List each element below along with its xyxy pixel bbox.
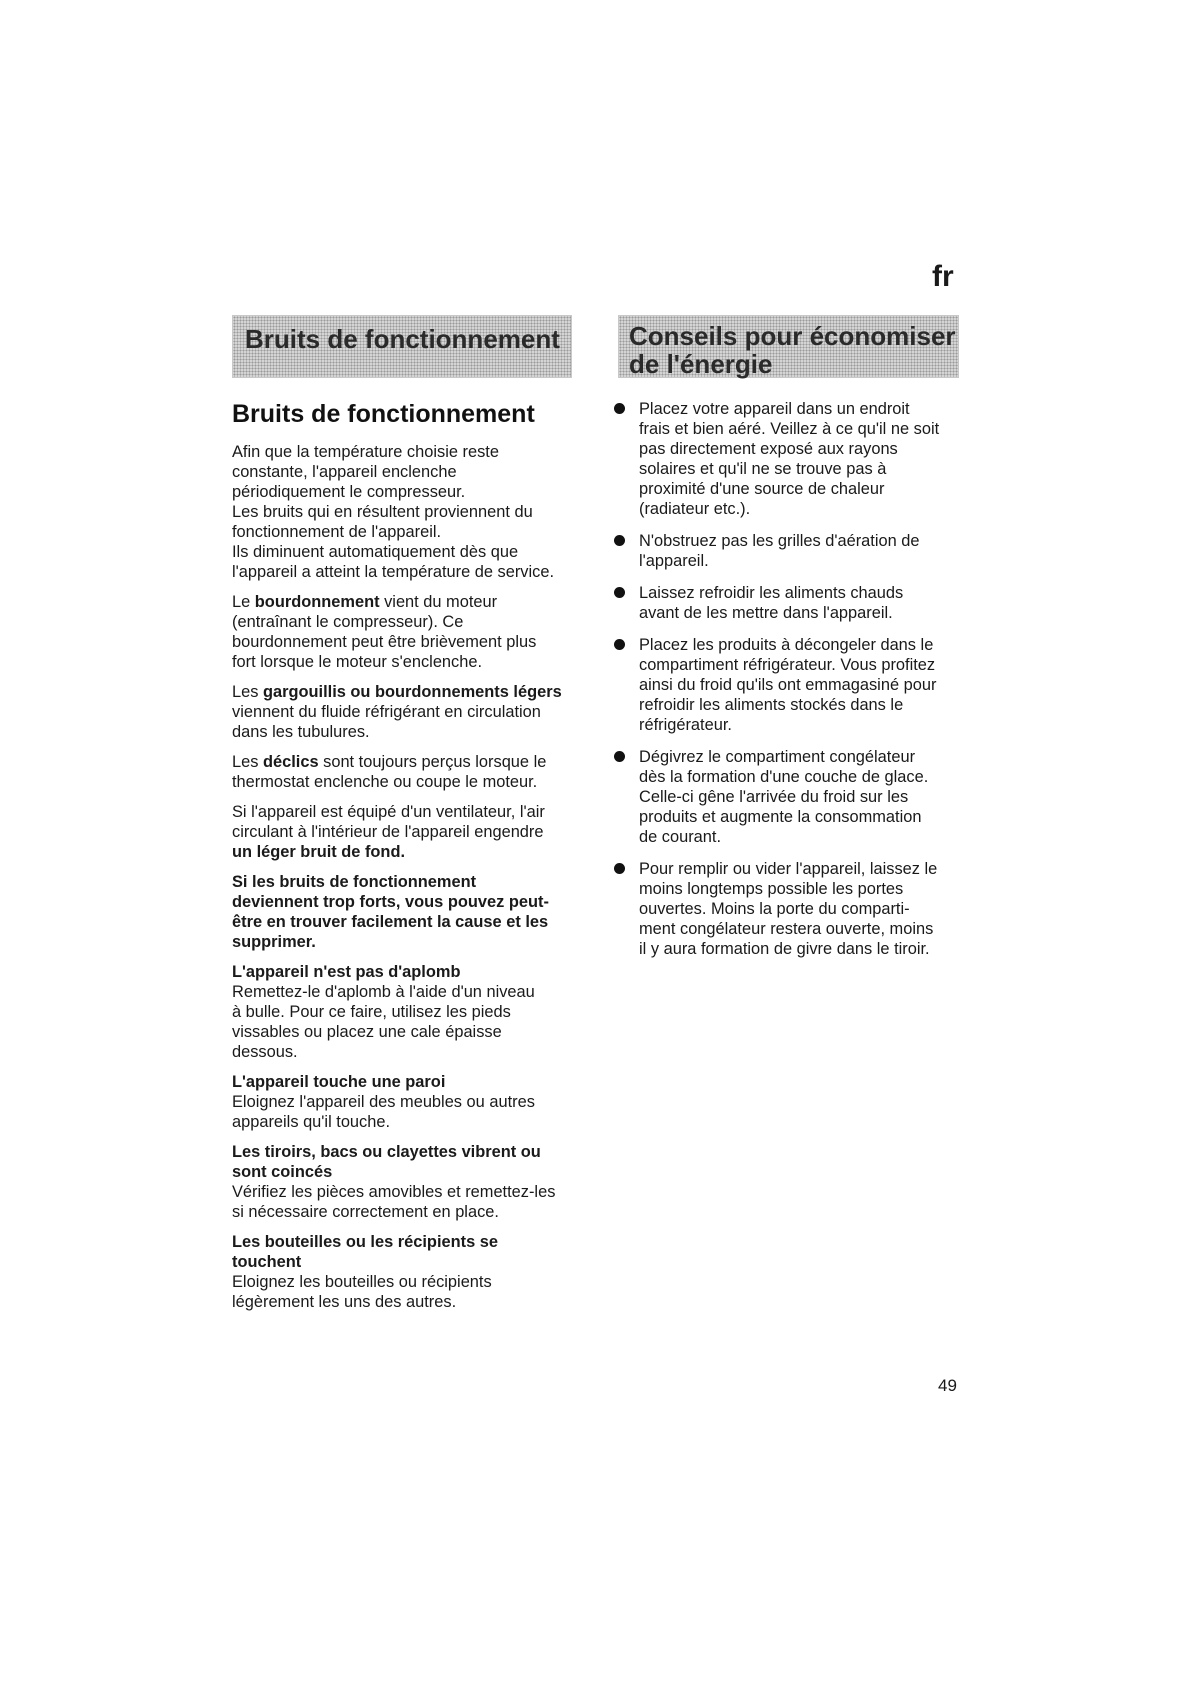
tip-line: Laissez refroidir les aliments chauds: [639, 584, 904, 602]
list-item: [618, 635, 963, 735]
banner-energy-title-line1: Conseils pour économiser: [629, 321, 956, 351]
cause-line: Eloignez l'appareil des meubles ou autres: [232, 1093, 535, 1111]
noise-heading: Bruits de fonctionnement: [232, 400, 535, 428]
tip-line: produits et augmente la consommation: [639, 808, 922, 826]
tip-line: dès la formation d'une couche de glace.: [639, 768, 929, 786]
gurgle-paragraph: [232, 682, 577, 742]
tip-line: Celle-ci gêne l'arrivée du froid sur les: [639, 788, 909, 806]
tip-line: (radiateur etc.).: [639, 500, 751, 518]
section-banner-energy: [618, 315, 959, 378]
intro-line: constante, l'appareil enclenche: [232, 463, 457, 481]
cause-title: L'appareil touche une paroi: [232, 1073, 446, 1091]
cause-line: dessous.: [232, 1043, 298, 1061]
cause-title: sont coincés: [232, 1163, 333, 1181]
banner-noise-title: Bruits de fonctionnement: [245, 324, 560, 354]
warning-line: supprimer.: [232, 933, 316, 951]
intro-line: périodiquement le compresseur.: [232, 483, 466, 501]
hum-line: vient du moteur: [379, 593, 498, 611]
section-banner-noise: [232, 315, 572, 378]
cause-title: Les bouteilles ou les récipients se: [232, 1233, 498, 1251]
bullet-icon: [614, 751, 625, 762]
clicks-term: déclics: [262, 753, 319, 771]
tip-line: solaires et qu'il ne se trouve pas à: [639, 460, 887, 478]
tip-line: réfrigérateur.: [639, 716, 732, 734]
list-item: [618, 859, 963, 959]
tip-line: Pour remplir ou vider l'appareil, laissez le: [639, 860, 938, 878]
clicks-line: sont toujours perçus lorsque le: [318, 753, 547, 771]
bullet-icon: [614, 535, 625, 546]
cause-title: touchent: [232, 1253, 302, 1271]
list-item: [618, 399, 963, 519]
tip-line: avant de les mettre dans l'appareil.: [639, 604, 893, 622]
hum-line: (entraînant le compresseur). Ce: [232, 613, 464, 631]
cause-line: appareils qu'il touche.: [232, 1113, 391, 1131]
tip-line: frais et bien aéré. Veillez à ce qu'il ne soit: [639, 420, 940, 438]
page-number: 49: [938, 1376, 957, 1395]
gurgle-line: dans les tubulures.: [232, 723, 370, 741]
intro-line: fonctionnement de l'appareil.: [232, 523, 442, 541]
warning-line: deviennent trop forts, vous pouvez peut-: [232, 893, 549, 911]
intro-line: Ils diminuent automatiquement dès que: [232, 543, 519, 561]
language-code: fr: [932, 260, 954, 293]
warning-paragraph: [232, 872, 577, 952]
fan-line: circulant à l'intérieur de l'appareil engendre: [232, 823, 544, 841]
bullet-icon: [614, 863, 625, 874]
list-item: [618, 747, 963, 847]
cause-line: Vérifiez les pièces amovibles et remettez-les: [232, 1183, 556, 1201]
intro-line: l'appareil a atteint la température de service.: [232, 563, 555, 581]
cause-bottles-touch: [232, 1232, 577, 1312]
banner-energy-title-line2: de l'énergie: [629, 349, 773, 379]
tip-line: pas directement exposé aux rayons: [639, 440, 898, 458]
tip-line: Placez votre appareil dans un endroit: [639, 400, 910, 418]
bullet-icon: [614, 639, 625, 650]
cause-title: L'appareil n'est pas d'aplomb: [232, 963, 461, 981]
tip-line: de courant.: [639, 828, 722, 846]
tip-line: Dégivrez le compartiment congélateur: [639, 748, 916, 766]
list-item: [618, 583, 963, 623]
cause-line: légèrement les uns des autres.: [232, 1293, 457, 1311]
tip-line: refroidir les aliments stockés dans le: [639, 696, 904, 714]
hum-paragraph: [232, 592, 577, 672]
cause-line: Remettez-le d'aplomb à l'aide d'un niveau: [232, 983, 535, 1001]
tip-line: Placez les produits à décongeler dans le: [639, 636, 934, 654]
cause-drawers-vibrate: [232, 1142, 577, 1222]
tip-line: N'obstruez pas les grilles d'aération de: [639, 532, 920, 550]
warning-line: Si les bruits de fonctionnement: [232, 873, 477, 891]
hum-line: bourdonnement peut être brièvement plus: [232, 633, 537, 651]
energy-tips-column: [618, 399, 963, 971]
cause-line: Eloignez les bouteilles ou récipients: [232, 1273, 492, 1291]
tip-line: compartiment réfrigérateur. Vous profitez: [639, 656, 936, 674]
warning-line: être en trouver facilement la cause et les: [232, 913, 549, 931]
clicks-paragraph: [232, 752, 577, 792]
tip-line: il y aura formation de givre dans le tiroir.: [639, 940, 930, 958]
tip-line: l'appareil.: [639, 552, 709, 570]
cause-touches-wall: [232, 1072, 577, 1132]
clicks-prefix: Les: [232, 753, 263, 771]
bullet-icon: [614, 403, 625, 414]
bullet-icon: [614, 587, 625, 598]
intro-paragraph: [232, 442, 577, 582]
intro-line: Les bruits qui en résultent proviennent du: [232, 503, 533, 521]
cause-line: à bulle. Pour ce faire, utilisez les pieds: [232, 1003, 511, 1021]
cause-title: Les tiroirs, bacs ou clayettes vibrent ou: [232, 1143, 541, 1161]
tip-line: ouvertes. Moins la porte du comparti-: [639, 900, 910, 918]
gurgle-prefix: Les: [232, 683, 263, 701]
hum-line: fort lorsque le moteur s'enclenche.: [232, 653, 483, 671]
tip-line: ment congélateur restera ouverte, moins: [639, 920, 934, 938]
energy-tips-list: [618, 399, 963, 959]
fan-line: Si l'appareil est équipé d'un ventilateur, l'air: [232, 803, 545, 821]
tip-line: proximité d'une source de chaleur: [639, 480, 885, 498]
cause-not-level: [232, 962, 577, 1062]
cause-line: si nécessaire correctement en place.: [232, 1203, 499, 1221]
clicks-line: thermostat enclenche ou coupe le moteur.: [232, 773, 538, 791]
tip-line: ainsi du froid qu'ils ont emmagasiné pour: [639, 676, 937, 694]
hum-prefix: Le: [232, 593, 255, 611]
fan-term: un léger bruit de fond.: [232, 843, 406, 861]
intro-line: Afin que la température choisie reste: [232, 443, 499, 461]
gurgle-term: gargouillis ou bourdonnements légers: [262, 683, 562, 701]
gurgle-line: viennent du fluide réfrigérant en circulation: [232, 703, 541, 721]
tip-line: moins longtemps possible les portes: [639, 880, 904, 898]
list-item: [618, 531, 963, 571]
hum-term: bourdonnement: [254, 593, 380, 611]
noise-column: [232, 399, 577, 1322]
fan-paragraph: [232, 802, 577, 862]
cause-line: vissables ou placez une cale épaisse: [232, 1023, 502, 1041]
